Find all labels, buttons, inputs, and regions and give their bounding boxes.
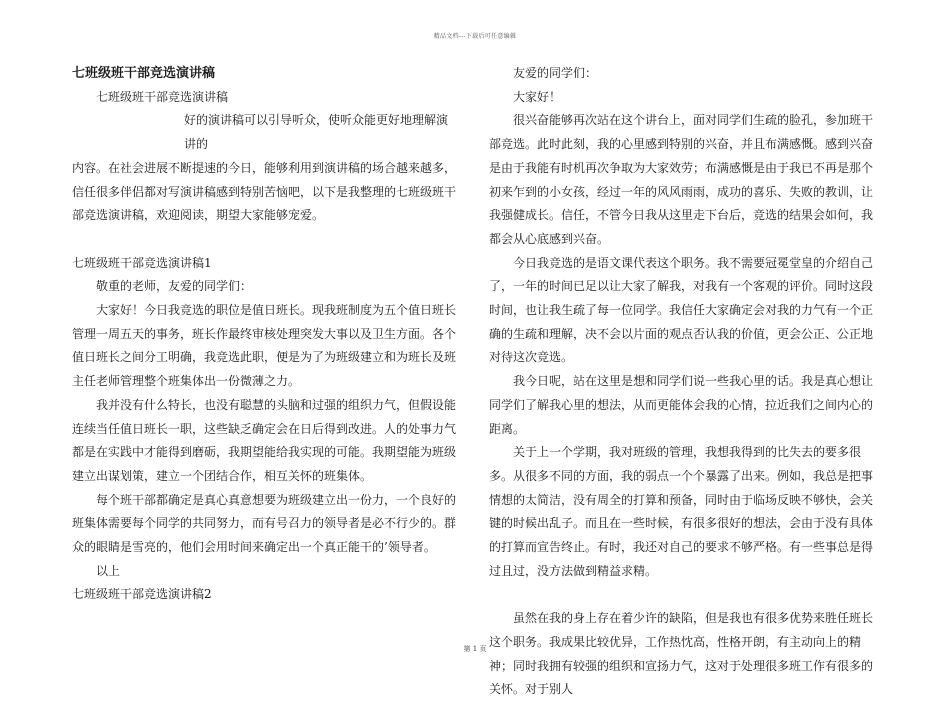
salutation: 友爱的同学们： [513,66,598,80]
section-heading-2: 七班级班干部竞选演讲稿2 [72,587,212,602]
body-paragraph: 今日我竞选的是语文课代表这个职务。我不需要冠冕堂皇的介绍自己了，一年的时间已足以让大家了解我，对我有一个客观的评价。同时这段时间，也让我生疏了每一位同学。我信任大家确定会对我的力气有一个正确的生疏和理解，决不会以片面的观点否认我的价值，更会公正、公正地对待这次竞选。 [489,255,874,365]
document-title: 七班级班干部竞选演讲稿 [72,66,216,81]
salutation: 敬重的老师，友爱的同学们： [96,279,253,294]
body-paragraph: 大家好！今日我竞选的职位是值日班长。现我班制度为五个值日班长管理一周五天的事务，班长作最终审核处理突发大事以及卫生方面。各个值日班长之间分工明确，我竞选此职，便是为了为班级建立和为班长及班主任老师管理整个班集体出一份微薄之力。 [72,303,457,389]
intro-first-line: 好的演讲稿可以引导听众，使听众能更好地理解演讲的 [184,113,449,152]
document-subtitle: 七班级班干部竞选演讲稿 [96,89,229,104]
body-paragraph: 我今日呢，站在这里是想和同学们说一些我心里的话。我是真心想让同学们了解我心里的想法，从而更能体会我的心情，拉近我们之间内心的距离。 [489,374,874,436]
page-header: 精品文档---下载后可任意编辑 [433,33,517,40]
intro-paragraph: 内容。在社会进展不断提速的今日，能够利用到演讲稿的场合越来越多，信任很多伴侣都对写演讲稿感到特别苦恼吧，以下是我整理的七班级班干部竞选演讲稿，欢迎阅读，期望大家能够宠爱。 [72,160,457,223]
section-heading-1: 七班级班干部竞选演讲稿1 [72,255,212,270]
right-column [489,62,874,702]
page-number: 第 1 页 [463,645,487,653]
body-paragraph: 我并没有什么特长，也没有聪慧的头脑和过强的组织力气，但假设能连续当任值日班长一职，这些缺乏确定会在日后得到改进。人的处事力气都是在实践中才能得到磨砺，我期望能给我实现的可能。我期望能为班级建立出谋划策，建立一个团结合作，相互关怀的班集体。 [72,397,457,483]
body-paragraph: 每个班干部都确定是真心真意想要为班级建立出一份力，一个良好的班集体需要每个同学的共同努力，而有号召力的领导者是必不行少的。群众的眼睛是雪亮的，他们会用时间来确定出一个真正能干的’领导者。 [72,492,457,555]
body-paragraph: 关于上一个学期，我对班级的管理，我想我得到的比失去的要多很多。从很多不同的方面，我的弱点一个个暴露了出来。例如，我总是把事情想的太简洁，没有周全的打算和预备，同时由于临场反映不够快，会关键的时候出乱子。而且在一些时候，有很多很好的想法，会由于没有具体的打算而宣告终止。有时，我还对自己的要求不够严格。有一些事总是得过且过，没方法做到精益求精。 [489,445,874,578]
closing-text: 以上 [96,563,121,578]
body-paragraph: 很兴奋能够再次站在这个讲台上，面对同学们生疏的脸孔，参加班干部竞选。此时此刻，我的心里感到特别的兴奋，并且布满感慨。感到兴奋是由于我能有时机再次争取为大家效劳；布满感慨是由于我已不再是那个初来乍到的小女孩，经过一年的风风雨雨，成功的喜乐、失败的教训，让我强健成长。信任，不管今日我从这里走下台后，竞选的结果会如何，我都会从心底感到兴奋。 [489,113,874,246]
left-column [72,62,457,607]
body-paragraph: 虽然在我的身上存在着少许的缺陷，但是我也有很多优势来胜任班长这个职务。我成果比较优异，工作热忱高，性格开朗，有主动向上的精神；同时我拥有较强的组织和宣扬力气，这对于处理很多班工作有很多的关怀。对于别人 [489,611,874,697]
greeting-hello: 大家好！ [513,89,562,104]
